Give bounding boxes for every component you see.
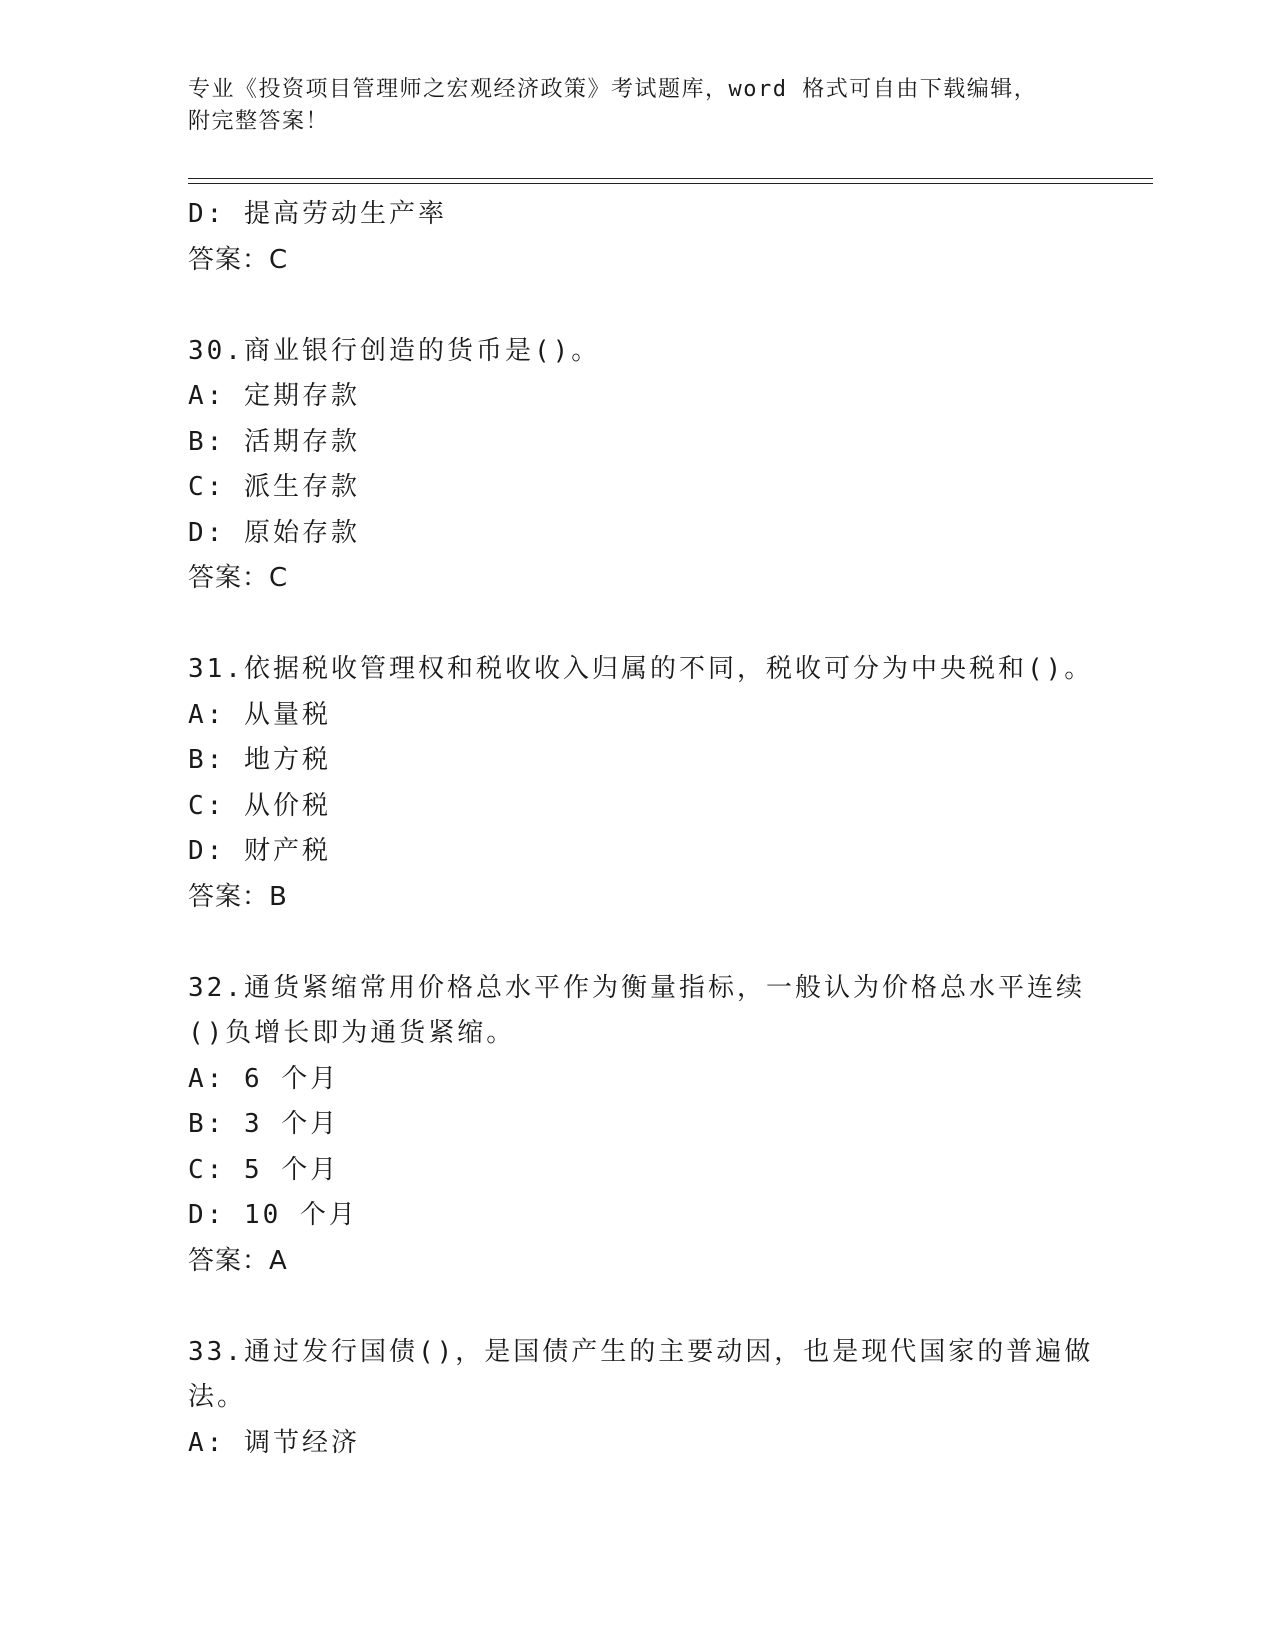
option-a: A: 定期存款	[188, 381, 360, 411]
answer-line: 答案：A	[188, 1245, 288, 1276]
option-d: D: 财产税	[188, 836, 331, 866]
question-text: 30.商业银行创造的货币是()。	[188, 335, 601, 366]
question-text-line-1: 32.通货紧缩常用价格总水平作为衡量指标，一般认为价格总水平连续	[188, 972, 1085, 1003]
question-text-line-2: 法。	[188, 1382, 247, 1412]
option-d: D: 提高劳动生产率	[188, 199, 447, 229]
spacer	[188, 283, 1088, 329]
spacer	[188, 1284, 1088, 1330]
option-d: D: 10 个月	[188, 1200, 358, 1230]
option-a: A: 调节经济	[188, 1427, 360, 1458]
question-33	[188, 1330, 1094, 1467]
option-b: B: 3 个月	[188, 1109, 340, 1139]
header-divider-top	[188, 178, 1153, 179]
option-c: C: 从价税	[188, 790, 331, 821]
question-text: 31.依据税收管理权和税收收入归属的不同，税收可分为中央税和()。	[188, 654, 1094, 684]
question-list	[188, 192, 1094, 1466]
option-a: A: 6 个月	[188, 1063, 340, 1094]
option-c: C: 5 个月	[188, 1154, 340, 1185]
option-c: C: 派生存款	[188, 472, 360, 502]
header-divider-bottom	[188, 183, 1153, 184]
header-line-1: 专业《投资项目管理师之宏观经济政策》考试题库，word 格式可自由下载编辑，	[188, 77, 1038, 102]
option-b: B: 活期存款	[188, 426, 360, 457]
answer-line: 答案：B	[188, 881, 288, 912]
answer-line: 答案：C	[188, 244, 289, 275]
question-31	[188, 647, 1094, 920]
answer-line: 答案：C	[188, 563, 289, 593]
header-line-2: 附完整答案！	[188, 109, 330, 134]
document-header	[188, 74, 1088, 138]
option-b: B: 地方税	[188, 745, 331, 775]
option-d: D: 原始存款	[188, 517, 360, 548]
option-a: A: 从量税	[188, 699, 331, 730]
spacer	[188, 602, 1088, 648]
spacer	[188, 920, 1088, 966]
question-text-line-1: 33.通过发行国债()，是国债产生的主要动因，也是现代国家的普遍做	[188, 1336, 1094, 1367]
question-32	[188, 966, 1088, 1285]
question-text-line-2: ()负增长即为通货紧缩。	[188, 1018, 516, 1048]
question-30	[188, 329, 1088, 602]
